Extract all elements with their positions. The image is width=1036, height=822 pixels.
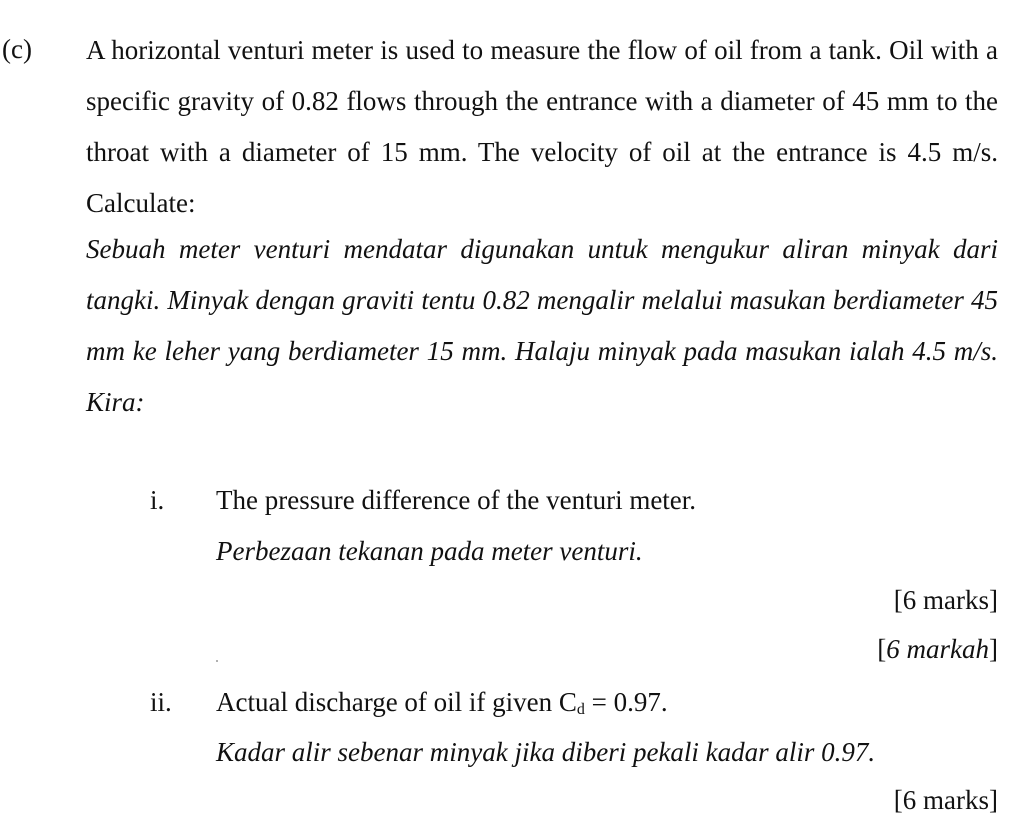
item-1-number: i. — [150, 485, 165, 515]
question-english-paragraph: A horizontal venturi meter is used to measure the flow of oil from a tank. Oil with a specific gravity of 0.82 flows through the entrance with a diameter of 45 mm to the throat with a diameter of 15 mm. The velocity of oil at the entrance is 4.5 m/s. Calculate: — [86, 35, 998, 218]
item-1-malay: Perbezaan tekanan pada meter venturi. — [216, 536, 643, 566]
item-2-english-prefix: Actual discharge of oil if given C — [216, 687, 577, 717]
item-1-marks-malay-close: ] — [989, 634, 998, 664]
question-malay-paragraph: Sebuah meter venturi mendatar digunakan untuk mengukur aliran minyak dari tangki. Minyak dengan graviti tentu 0.82 mengalir melalui masukan berdiameter 45 mm ke leher yang berdiameter 15 mm. Halaju minyak pada masukan ialah 4.5 m/s. Kira: — [86, 234, 998, 417]
item-2-marks-english: [6 marks] — [893, 785, 998, 815]
item-2-english — [216, 683, 998, 729]
item-1-marks-malay-text: 6 markah — [886, 634, 989, 664]
item-2-malay: Kadar alir sebenar minyak jika diberi pekali kadar alir 0.97. — [216, 737, 876, 767]
stray-dot — [216, 660, 218, 662]
item-2-number: ii. — [150, 687, 172, 717]
part-label: (c) — [2, 34, 32, 64]
item-1-english: The pressure difference of the venturi meter. — [216, 485, 697, 515]
item-2-english-suffix: = 0.97. — [584, 687, 668, 717]
item-1-marks-english: [6 marks] — [893, 585, 998, 615]
item-1-marks-malay — [877, 630, 998, 668]
item-2-english-subscript: d — [576, 701, 585, 718]
item-1-marks-malay-open: [ — [877, 634, 887, 664]
